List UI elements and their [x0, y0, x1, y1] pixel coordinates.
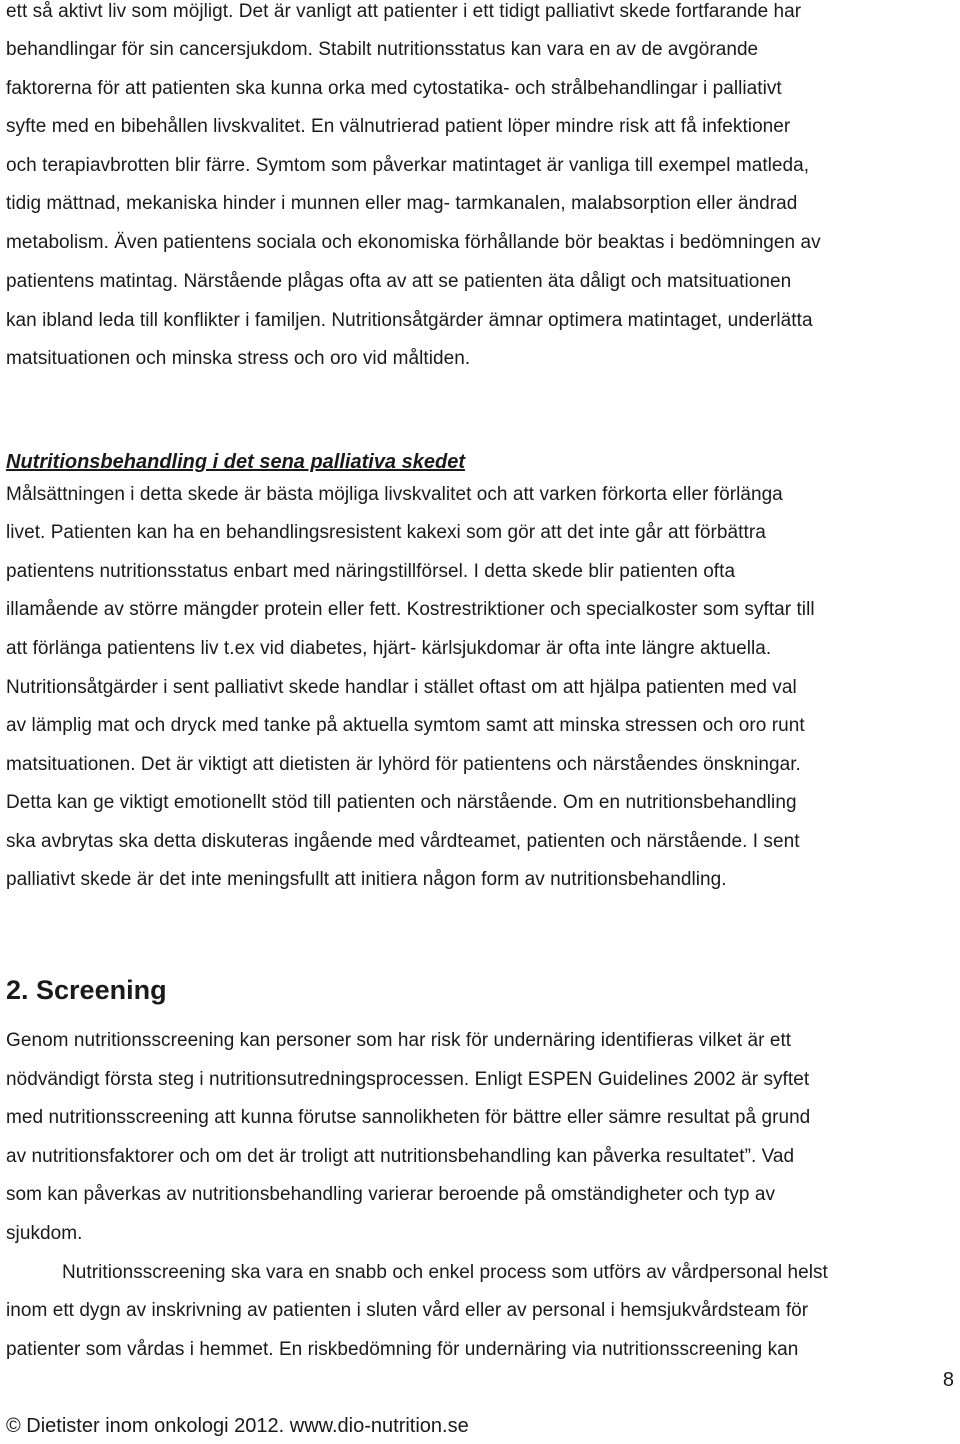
body-text-line: inom ett dygn av inskrivning av patienten i sluten vård eller av personal i hemsjukvårdsteam för	[6, 1300, 809, 1321]
body-text-line: Nutritionsåtgärder i sent palliativt skede handlar i stället oftast om att hjälpa patienten med val	[6, 677, 797, 698]
body-text-line: av lämplig mat och dryck med tanke på aktuella symtom samt att minska stressen och oro runt	[6, 715, 805, 736]
body-text-line: ett så aktivt liv som möjligt. Det är vanligt att patienter i ett tidigt palliativt skede fortfarande har	[6, 1, 802, 22]
body-text-line: att förlänga patientens liv t.ex vid diabetes, hjärt- kärlsjukdomar är ofta inte längre aktuella.	[6, 638, 772, 659]
body-text-line: Genom nutritionsscreening kan personer som har risk för undernäring identifieras vilket är ett	[6, 1030, 792, 1051]
body-text-line: patientens nutritionsstatus enbart med näringstillförsel. I detta skede blir patienten ofta	[6, 561, 736, 582]
body-text-line: kan ibland leda till konflikter i familjen. Nutritionsåtgärder ämnar optimera matintaget, underlätta	[6, 310, 813, 331]
body-text-line: matsituationen. Det är viktigt att dietisten är lyhörd för patientens och närståendes önskningar.	[6, 754, 801, 775]
body-text-line-indented: Nutritionsscreening ska vara en snabb och enkel process som utförs av vårdpersonal helst	[62, 1262, 828, 1283]
body-text-line: nödvändigt första steg i nutritionsutredningsprocessen. Enligt ESPEN Guidelines 2002 är syftet	[6, 1069, 810, 1090]
body-text-line: faktorerna för att patienten ska kunna orka med cytostatika- och strålbehandlingar i palliativt	[6, 78, 782, 99]
body-text-line: ska avbrytas ska detta diskuteras ingående med vårdteamet, patienten och närstående. I sent	[6, 831, 800, 852]
body-text-line: livet. Patienten kan ha en behandlingsresistent kakexi som gör att det inte går att förbättra	[6, 522, 766, 543]
footer-copyright: © Dietister inom onkologi 2012. www.dio-nutrition.se	[6, 1415, 469, 1437]
body-text-line: patientens matintag. Närstående plågas ofta av att se patienten äta dåligt och matsituationen	[6, 271, 792, 292]
body-text-line: behandlingar för sin cancersjukdom. Stabilt nutritionsstatus kan vara en av de avgörande	[6, 39, 759, 60]
body-text-line: sjukdom.	[6, 1223, 83, 1244]
body-text-line: Detta kan ge viktigt emotionellt stöd till patienten och närstående. Om en nutritionsbehandling	[6, 792, 797, 813]
section-heading-late-palliative: Nutritionsbehandling i det sena palliativa skedet	[6, 451, 465, 473]
body-text-line: av nutritionsfaktorer och om det är troligt att nutritionsbehandling kan påverka resultatet”. Vad	[6, 1146, 795, 1167]
body-text-line: som kan påverkas av nutritionsbehandling varierar beroende på omständigheter och typ av	[6, 1184, 776, 1205]
body-text-line: metabolism. Även patientens sociala och ekonomiska förhållande bör beaktas i bedömningen av	[6, 232, 821, 253]
body-text-line: med nutritionsscreening att kunna förutse sannolikheten för bättre eller sämre resultat på grund	[6, 1107, 811, 1128]
body-text-line: tidig mättnad, mekaniska hinder i munnen eller mag- tarmkanalen, malabsorption eller ändrad	[6, 193, 798, 214]
body-text-line: illamående av större mängder protein eller fett. Kostrestriktioner och specialkoster som syftar till	[6, 599, 815, 620]
body-text-line: syfte med en bibehållen livskvalitet. En välnutrierad patient löper mindre risk att få infektioner	[6, 116, 791, 137]
body-text-line: och terapiavbrotten blir färre. Symtom som påverkar matintaget är vanliga till exempel matleda,	[6, 155, 810, 176]
section-heading-screening: 2. Screening	[6, 975, 167, 1005]
body-text-line: matsituationen och minska stress och oro vid måltiden.	[6, 348, 471, 369]
body-text-line: palliativt skede är det inte meningsfullt att initiera någon form av nutritionsbehandling.	[6, 869, 727, 890]
page-number: 8	[942, 1369, 954, 1391]
body-text-line: patienter som vårdas i hemmet. En riskbedömning för undernäring via nutritionsscreening kan	[6, 1339, 799, 1360]
body-text-line: Målsättningen i detta skede är bästa möjliga livskvalitet och att varken förkorta eller förlänga	[6, 484, 783, 505]
